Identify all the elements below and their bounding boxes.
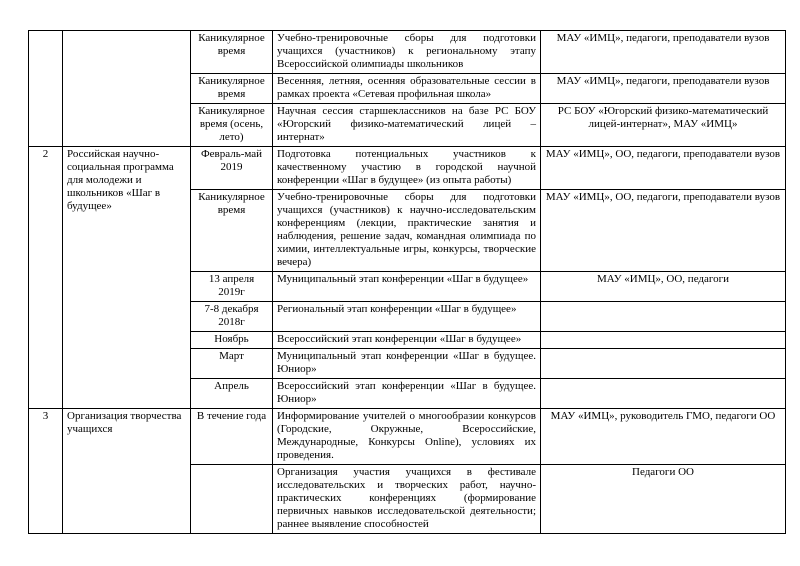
cell-time: Февраль-май 2019 [191, 147, 273, 190]
table-row [29, 31, 786, 74]
cell-time: Март [191, 349, 273, 379]
cell-activity: Муниципальный этап конференции «Шаг в будущее» [273, 272, 541, 302]
cell-responsible [541, 379, 786, 409]
cell-activity: Научная сессия старшеклассников на базе РС БОУ «Югорский физико-математический лицей – интернат» [273, 104, 541, 147]
cell-responsible: МАУ «ИМЦ», руководитель ГМО, педагоги ОО [541, 409, 786, 465]
schedule-table [28, 30, 786, 534]
cell-time: 13 апреля 2019г [191, 272, 273, 302]
cell-time: В течение года [191, 409, 273, 465]
cell-program: Российская научно-социальная программа для молодежи и школьников «Шаг в будущее» [63, 147, 191, 409]
cell-responsible: МАУ «ИМЦ», педагоги, преподаватели вузов [541, 74, 786, 104]
cell-time: Каникулярное время (осень, лето) [191, 104, 273, 147]
cell-responsible: МАУ «ИМЦ», педагоги, преподаватели вузов [541, 31, 786, 74]
table-row [29, 409, 786, 465]
cell-program: Организация творчества учащихся [63, 409, 191, 534]
cell-responsible [541, 332, 786, 349]
cell-activity: Информирование учителей о многообразии конкурсов (Городские, Окружные, Всероссийские, Международные, Конкурсы Online), условиях их проведения. [273, 409, 541, 465]
cell-activity: Муниципальный этап конференции «Шаг в будущее. Юниор» [273, 349, 541, 379]
cell-activity: Весенняя, летняя, осенняя образовательные сессии в рамках проекта «Сетевая профильная школа» [273, 74, 541, 104]
cell-program [63, 31, 191, 147]
cell-number: 2 [29, 147, 63, 409]
cell-time: Каникулярное время [191, 190, 273, 272]
cell-number [29, 31, 63, 147]
cell-responsible: МАУ «ИМЦ», ОО, педагоги [541, 272, 786, 302]
cell-activity: Всероссийский этап конференции «Шаг в будущее. Юниор» [273, 379, 541, 409]
cell-activity: Организация участия учащихся в фестивале исследовательских и творческих работ, научно-практических конференциях (формирование первичных навыков исследовательской деятельности; раннее выявление способностей [273, 465, 541, 534]
cell-activity: Региональный этап конференции «Шаг в будущее» [273, 302, 541, 332]
cell-time: Апрель [191, 379, 273, 409]
cell-responsible [541, 302, 786, 332]
cell-time: Ноябрь [191, 332, 273, 349]
table-row [29, 147, 786, 190]
schedule-table-body [29, 31, 786, 534]
cell-activity: Учебно-тренировочные сборы для подготовки учащихся (участников) к научно-исследовательским конференциям (лекции, практические занятия и наблюдения, решение задач, командная олимпиада по химии, интеллектуальные игры, конкурсы, творческие вечера) [273, 190, 541, 272]
cell-activity: Учебно-тренировочные сборы для подготовки учащихся (участников) к региональному этапу Всероссийской олимпиады школьников [273, 31, 541, 74]
cell-responsible [541, 349, 786, 379]
cell-activity: Всероссийский этап конференции «Шаг в будущее» [273, 332, 541, 349]
cell-responsible: МАУ «ИМЦ», ОО, педагоги, преподаватели вузов [541, 147, 786, 190]
cell-number: 3 [29, 409, 63, 534]
cell-time: Каникулярное время [191, 31, 273, 74]
cell-responsible: РС БОУ «Югорский физико-математический лицей-интернат», МАУ «ИМЦ» [541, 104, 786, 147]
cell-time: Каникулярное время [191, 74, 273, 104]
cell-time: 7-8 декабря 2018г [191, 302, 273, 332]
cell-activity: Подготовка потенциальных участников к качественному участию в городской научной конференции «Шаг в будущее» (из опыта работы) [273, 147, 541, 190]
cell-responsible: Педагоги ОО [541, 465, 786, 534]
cell-time [191, 465, 273, 534]
cell-responsible: МАУ «ИМЦ», ОО, педагоги, преподаватели вузов [541, 190, 786, 272]
